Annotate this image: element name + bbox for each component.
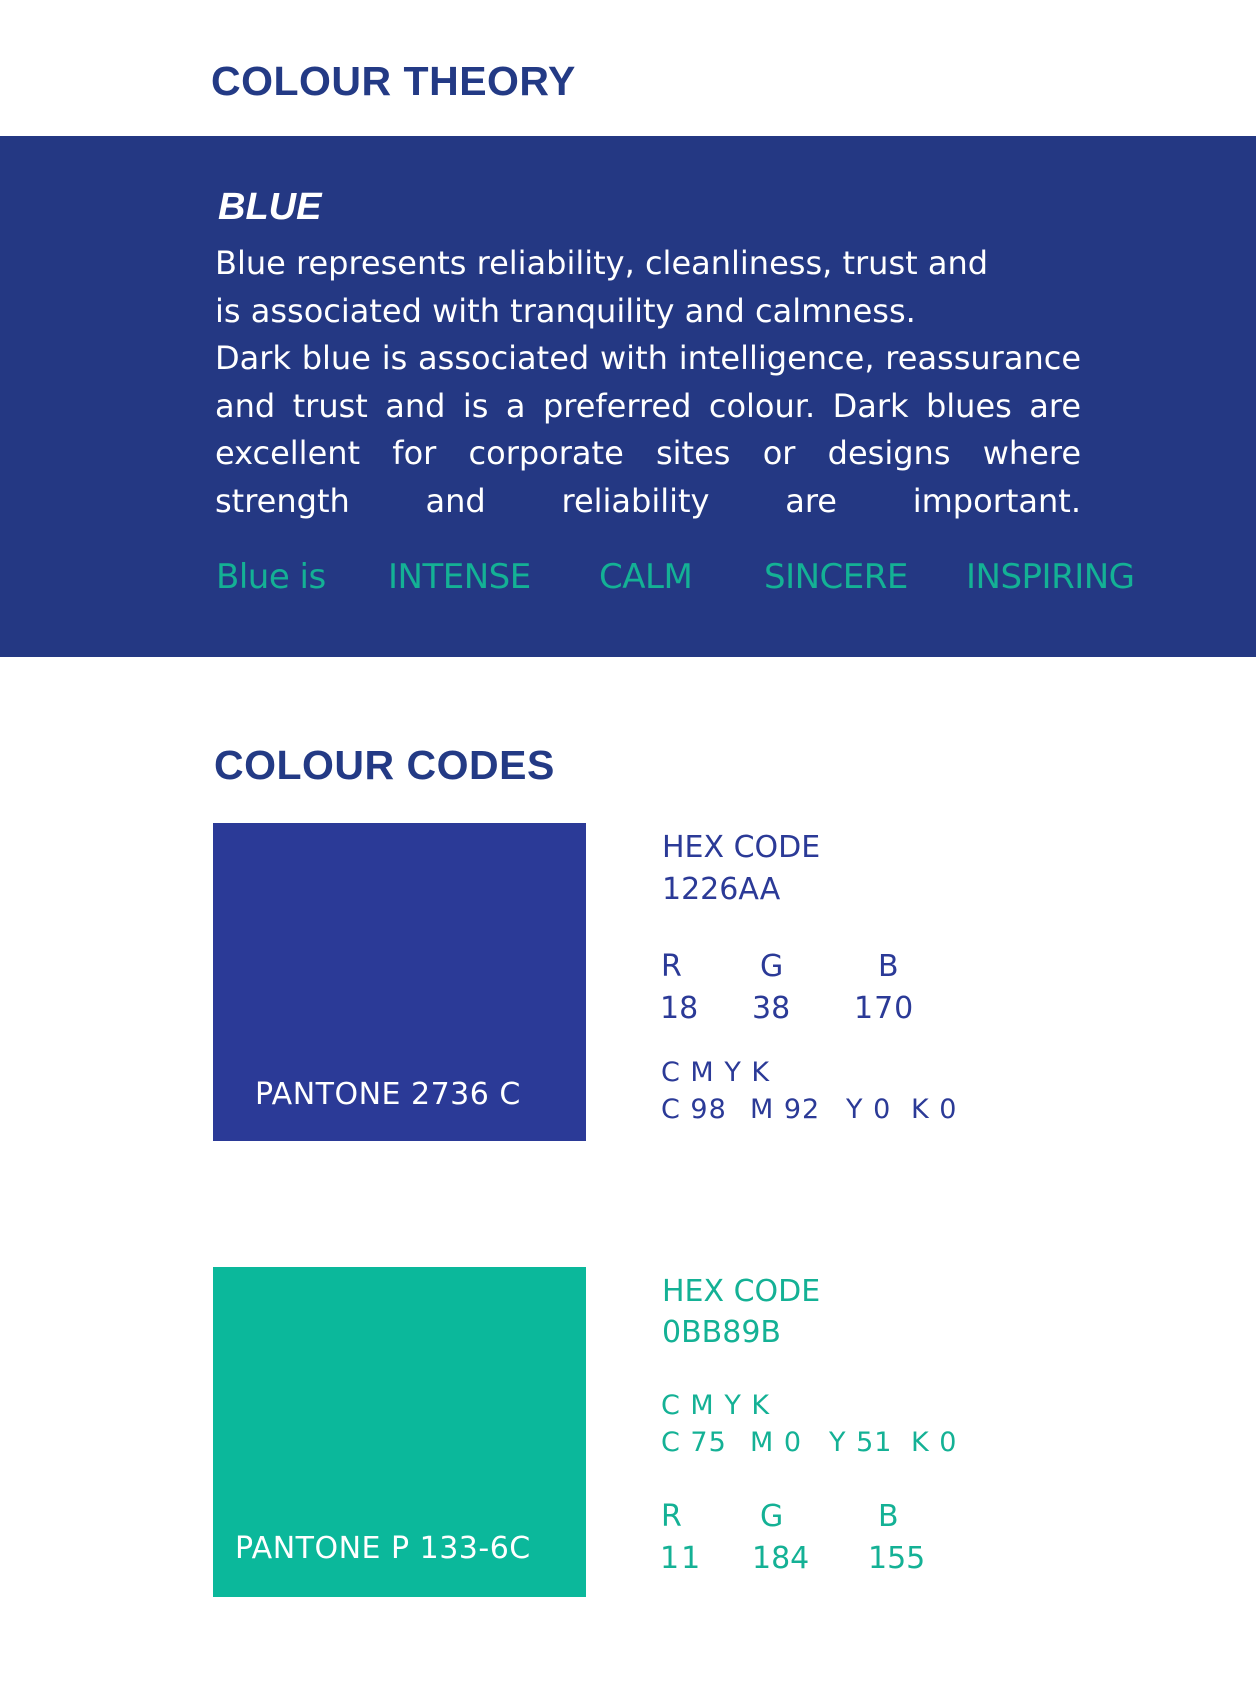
trait-inspiring: INSPIRING xyxy=(966,557,1135,597)
traits-intro: Blue is xyxy=(216,557,326,597)
pantone-label: PANTONE 2736 C xyxy=(255,1077,521,1112)
rgb-value-r: 18 xyxy=(660,991,699,1026)
cmyk-label: C M Y K xyxy=(661,1390,771,1421)
trait-sincere: SINCERE xyxy=(764,557,908,597)
cmyk-label: C M Y K xyxy=(661,1057,771,1088)
swatch-teal xyxy=(213,1267,586,1597)
hex-label: HEX CODE xyxy=(662,830,821,865)
description-line: is associated with tranquility and calmness. xyxy=(215,291,916,330)
cmyk-k: K 0 xyxy=(911,1427,958,1458)
blue-title: BLUE xyxy=(218,186,322,228)
hex-label: HEX CODE xyxy=(662,1274,821,1309)
rgb-value-g: 184 xyxy=(752,1541,810,1576)
rgb-label-r: R xyxy=(661,949,682,984)
rgb-value-g: 38 xyxy=(752,991,791,1026)
cmyk-y: Y 51 xyxy=(829,1427,893,1458)
rgb-label-b: B xyxy=(878,949,899,984)
hex-value: 1226AA xyxy=(662,872,781,907)
rgb-value-b: 170 xyxy=(854,991,915,1026)
rgb-value-b: 155 xyxy=(868,1541,926,1576)
hex-value: 0BB89B xyxy=(662,1315,782,1350)
pantone-label: PANTONE P 133-6C xyxy=(235,1531,531,1566)
rgb-label-b: B xyxy=(878,1499,899,1534)
description-paragraph: Dark blue is associated with intelligence, reassurance and trust and is a preferred colour. Dark blues are excellent for corporate sites or designs where strength and reliability are important. xyxy=(215,339,1081,520)
swatch-navy xyxy=(213,823,586,1141)
trait-calm: CALM xyxy=(599,557,693,597)
colour-codes-heading: COLOUR CODES xyxy=(214,742,555,788)
page-title: COLOUR THEORY xyxy=(211,58,576,104)
rgb-value-r: 11 xyxy=(660,1541,703,1576)
cmyk-m: M 92 xyxy=(750,1094,821,1125)
cmyk-k: K 0 xyxy=(911,1094,958,1125)
cmyk-y: Y 0 xyxy=(846,1094,892,1125)
rgb-label-g: G xyxy=(760,1499,784,1534)
rgb-label-g: G xyxy=(760,949,784,984)
cmyk-c: C 75 xyxy=(661,1427,727,1458)
rgb-label-r: R xyxy=(661,1499,682,1534)
description-line: Blue represents reliability, cleanliness, trust and xyxy=(215,244,989,282)
cmyk-c: C 98 xyxy=(661,1094,727,1125)
blue-description xyxy=(215,240,1081,525)
cmyk-m: M 0 xyxy=(750,1427,803,1458)
trait-intense: INTENSE xyxy=(388,557,531,597)
